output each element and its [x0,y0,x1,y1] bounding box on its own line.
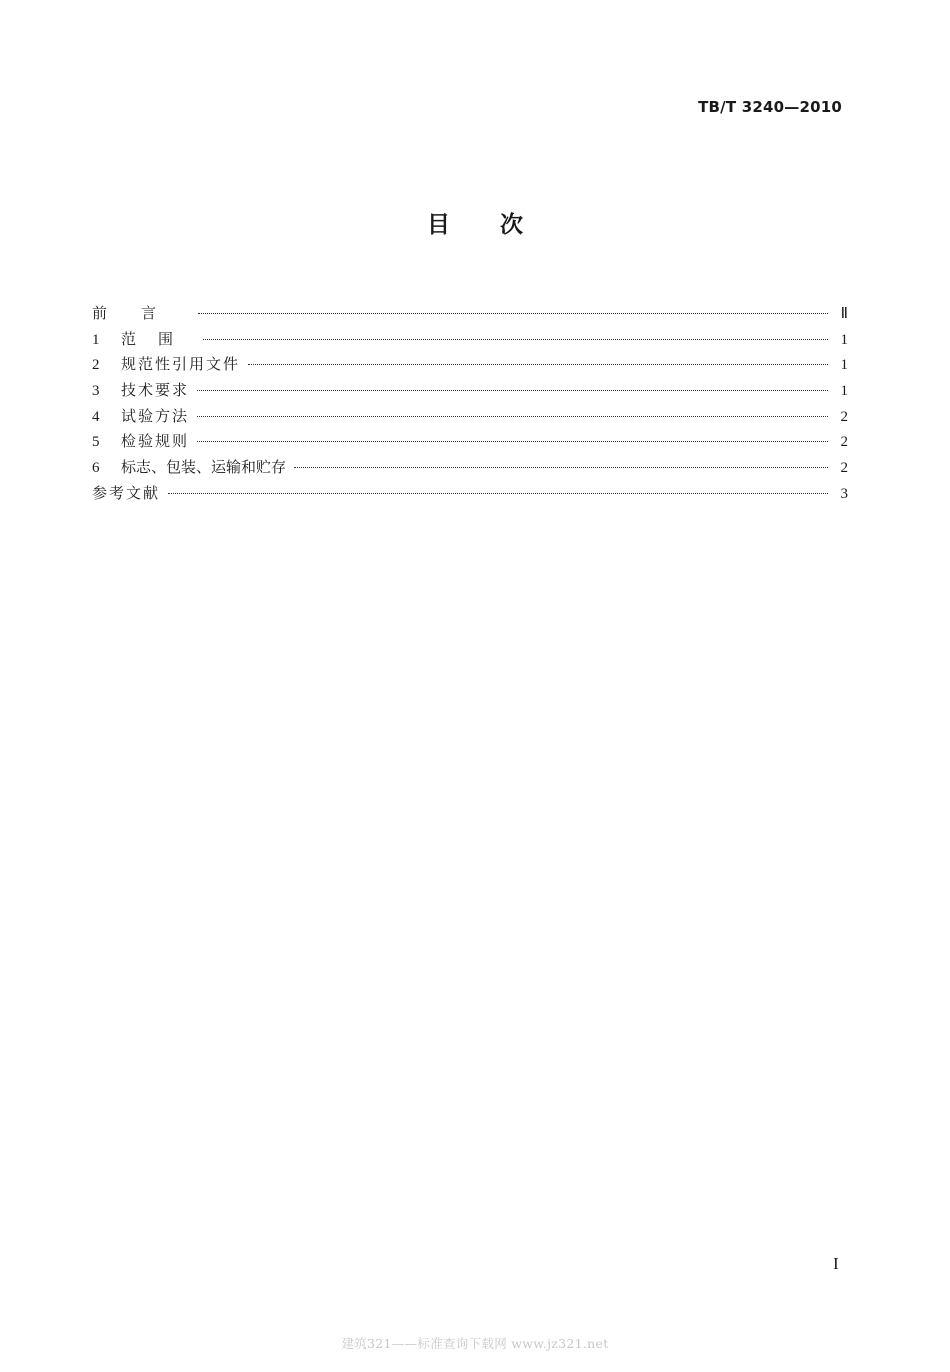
toc-entry-page: 1 [840,357,848,374]
toc-entry-number: 4 [92,408,100,425]
toc-entry-label: 试验方法 [121,406,190,425]
toc-entry-number: 1 [92,331,100,348]
toc-entry-label: 范围 [121,329,196,348]
toc-entry-inspection-rules[interactable] [92,430,848,456]
toc-entry-page: 2 [840,408,848,425]
toc-entry-foreword[interactable] [92,302,848,328]
dot-leader [203,338,828,340]
toc-entry-page: Ⅱ [840,306,848,322]
toc-entry-technical-requirements[interactable] [92,379,848,405]
page-title: 目次 [427,212,573,238]
toc-entry-page: 1 [840,331,848,348]
toc-entry-page: 2 [840,434,848,451]
toc-entry-number: 3 [92,383,100,400]
toc-entry-label: 参考文献 [92,483,161,502]
dot-leader [197,389,828,391]
toc-entry-bibliography[interactable] [92,482,848,508]
toc-entry-label: 技术要求 [121,381,190,400]
dot-leader [197,415,828,417]
toc-entry-test-methods[interactable] [92,405,848,431]
page-number: I [833,1254,839,1273]
toc-entry-marking-packaging[interactable] [92,456,848,482]
toc-entry-scope[interactable] [92,328,848,354]
toc-entry-page: 2 [840,460,848,477]
toc-entry-label: 规范性引用文件 [121,355,241,374]
site-watermark: 建筑321——标准查询下载网 www.jz321.net [341,1336,609,1351]
toc-entry-label: 标志、包装、运输和贮存 [121,458,287,477]
toc-entry-normative-references[interactable] [92,353,848,379]
toc-entry-page: 3 [840,485,848,502]
toc-entry-label: 前言 [92,304,191,322]
dot-leader [197,440,828,442]
toc-entry-label: 检验规则 [121,432,190,451]
toc-entry-number: 5 [92,434,100,451]
toc-entry-number: 6 [92,460,100,477]
standard-code: TB/T 3240—2010 [698,98,842,116]
dot-leader [198,312,828,314]
dot-leader [294,466,828,468]
dot-leader [248,363,828,365]
table-of-contents [92,302,848,508]
toc-entry-page: 1 [840,383,848,400]
toc-entry-number: 2 [92,357,100,374]
dot-leader [168,492,828,494]
